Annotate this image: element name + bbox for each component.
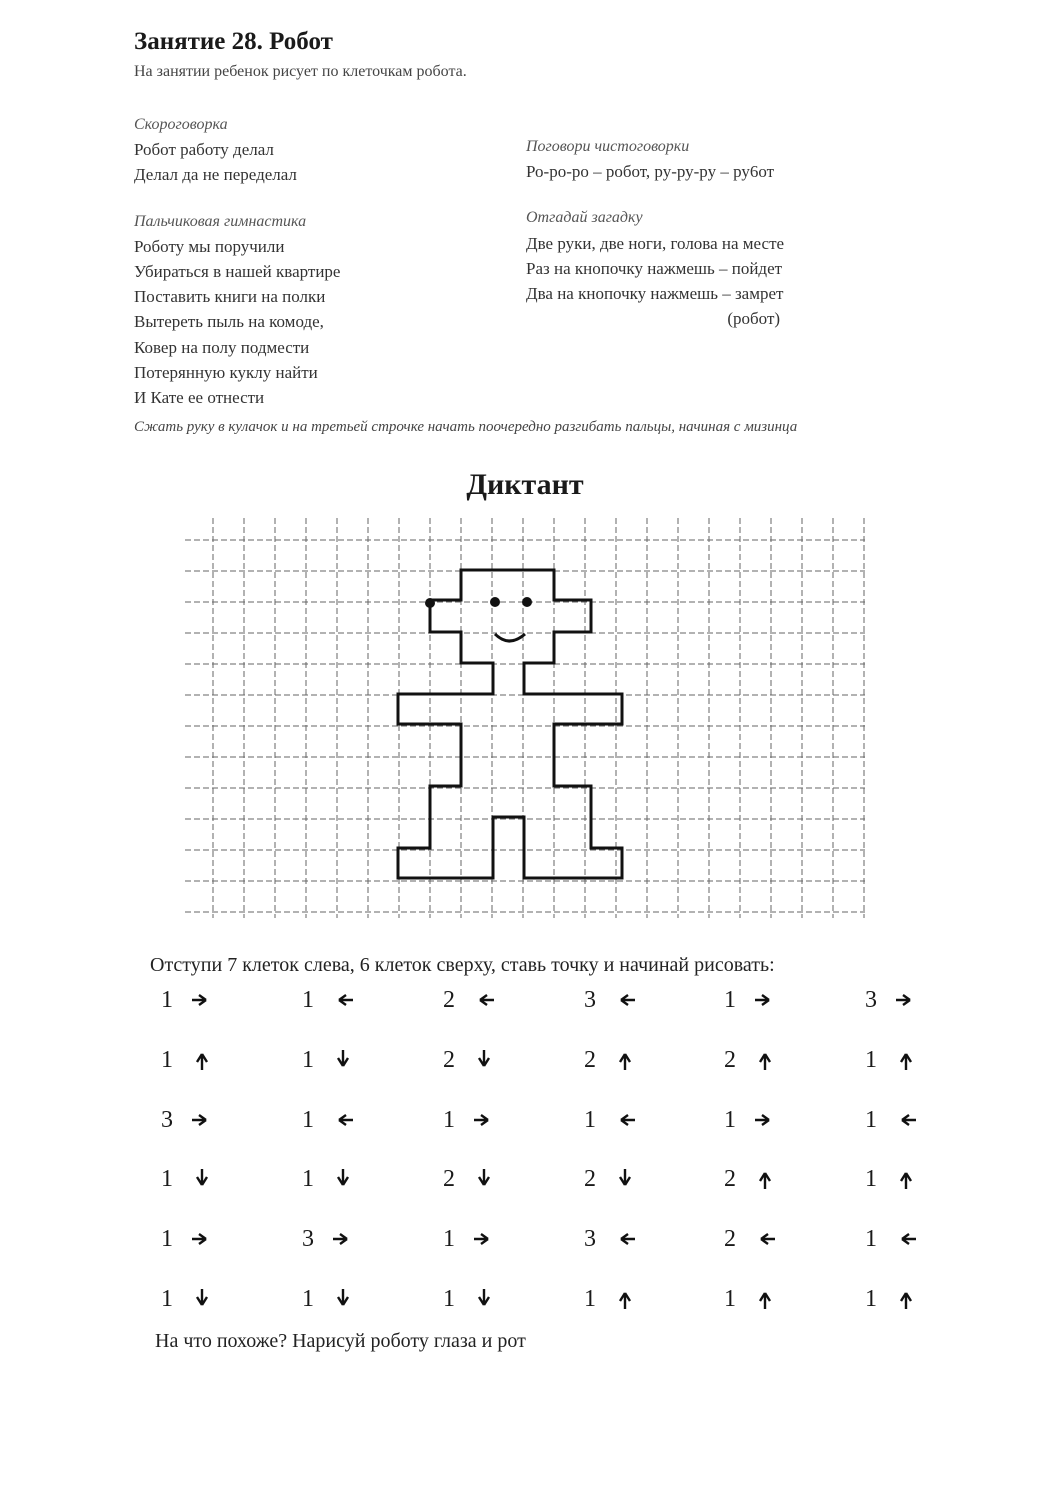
text-line: И Кате ее отнести xyxy=(134,388,265,408)
dictation-step xyxy=(858,985,918,1015)
arrow-right-icon xyxy=(472,1227,496,1251)
step-count: 1 xyxy=(865,1285,877,1312)
arrow-down-icon xyxy=(190,1287,214,1311)
step-count: 1 xyxy=(161,986,173,1013)
dictation-step xyxy=(436,1045,496,1075)
step-count: 2 xyxy=(724,1225,736,1252)
text-line: Раз на кнопочку нажмешь – пойдет xyxy=(526,258,783,278)
text-line: Потерянную куклу найти xyxy=(134,362,318,382)
arrow-right-icon xyxy=(190,988,214,1012)
question-text: На что похоже? Нарисуй роботу глаза и рот xyxy=(155,1330,526,1352)
dictation-step xyxy=(154,985,214,1015)
step-count: 2 xyxy=(443,1046,455,1073)
arrow-up-icon xyxy=(753,1048,777,1072)
step-count: 1 xyxy=(584,1285,596,1312)
dictation-step xyxy=(577,1164,637,1194)
text-line: Поставить книги на полки xyxy=(134,287,326,307)
step-count: 2 xyxy=(724,1165,736,1192)
text-line: Роботу мы поручили xyxy=(134,236,285,256)
riddle-heading: Отгадай загадку xyxy=(526,209,643,227)
arrow-down-icon xyxy=(190,1167,214,1191)
finger-exercise-heading: Пальчиковая гимнастика xyxy=(134,212,307,230)
dictation-step xyxy=(295,1284,355,1314)
arrow-right-icon xyxy=(753,1108,777,1132)
dictation-step xyxy=(858,1045,918,1075)
step-count: 1 xyxy=(865,1225,877,1252)
step-count: 1 xyxy=(443,1285,455,1312)
arrow-down-icon xyxy=(472,1287,496,1311)
dictation-step xyxy=(577,1045,637,1075)
robot-eye-right xyxy=(522,597,532,607)
step-count: 1 xyxy=(161,1165,173,1192)
step-count: 1 xyxy=(724,1285,736,1312)
dictation-step xyxy=(154,1045,214,1075)
arrow-up-icon xyxy=(613,1287,637,1311)
arrow-left-icon xyxy=(472,988,496,1012)
arrow-up-icon xyxy=(613,1048,637,1072)
step-count: 1 xyxy=(302,1046,314,1073)
dictation-step xyxy=(295,1105,355,1135)
dictation-step xyxy=(717,1105,777,1135)
dictation-step xyxy=(436,1284,496,1314)
dictation-step xyxy=(717,1224,777,1254)
step-count: 1 xyxy=(865,1165,877,1192)
dictation-step xyxy=(577,985,637,1015)
step-count: 1 xyxy=(865,1046,877,1073)
arrow-left-icon xyxy=(613,988,637,1012)
arrow-up-icon xyxy=(753,1167,777,1191)
step-count: 2 xyxy=(584,1165,596,1192)
arrow-left-icon xyxy=(331,1108,355,1132)
dictation-step xyxy=(295,1164,355,1194)
dictation-step xyxy=(577,1105,637,1135)
step-count: 1 xyxy=(161,1225,173,1252)
dictation-step xyxy=(295,1224,355,1254)
step-count: 3 xyxy=(865,986,877,1013)
left-column xyxy=(134,112,340,410)
step-count: 2 xyxy=(443,1165,455,1192)
arrow-right-icon xyxy=(753,988,777,1012)
step-count: 1 xyxy=(724,1106,736,1133)
arrow-down-icon xyxy=(472,1048,496,1072)
arrow-left-icon xyxy=(331,988,355,1012)
step-count: 3 xyxy=(584,1225,596,1252)
dictation-step xyxy=(858,1224,918,1254)
dictation-step xyxy=(577,1224,637,1254)
dictation-step xyxy=(858,1105,918,1135)
dictation-step xyxy=(154,1224,214,1254)
text-line: Убираться в нашей квартире xyxy=(134,262,341,282)
text-line: Два на кнопочку нажмешь – замрет xyxy=(526,284,784,304)
robot-eye-left xyxy=(490,597,500,607)
step-count: 1 xyxy=(584,1106,596,1133)
step-count: 1 xyxy=(443,1225,455,1252)
arrow-left-icon xyxy=(894,1227,918,1251)
dictation-step xyxy=(858,1284,918,1314)
dictation-step xyxy=(717,985,777,1015)
arrow-up-icon xyxy=(894,1048,918,1072)
text-line: Ро-ро-ро – робот, ру-ру-ру – ру6от xyxy=(526,162,775,182)
dictation-step xyxy=(436,1224,496,1254)
arrow-right-icon xyxy=(190,1227,214,1251)
step-count: 1 xyxy=(161,1046,173,1073)
dictation-step xyxy=(717,1284,777,1314)
dictation-step xyxy=(295,1045,355,1075)
pure-phrases-heading: Поговори чистоговорки xyxy=(526,138,690,155)
arrow-down-icon xyxy=(613,1167,637,1191)
dictation-step xyxy=(436,1164,496,1194)
step-count: 1 xyxy=(302,1165,314,1192)
arrow-down-icon xyxy=(331,1048,355,1072)
step-count: 1 xyxy=(724,986,736,1013)
dictation-step xyxy=(436,1105,496,1135)
step-count: 2 xyxy=(724,1046,736,1073)
arrow-left-icon xyxy=(613,1108,637,1132)
dictation-step xyxy=(295,985,355,1015)
arrow-up-icon xyxy=(190,1048,214,1072)
dictation-step xyxy=(154,1164,214,1194)
arrow-left-icon xyxy=(753,1227,777,1251)
exercise-note: Сжать руку в кулачок и на третьей строчке начать поочередно разгибать пальцы, начиная с мизинца xyxy=(134,419,798,435)
step-count: 1 xyxy=(302,986,314,1013)
dictation-step xyxy=(858,1164,918,1194)
arrow-up-icon xyxy=(894,1287,918,1311)
step-count: 2 xyxy=(584,1046,596,1073)
dictation-step xyxy=(436,985,496,1015)
page-subtitle: На занятии ребенок рисует по клеточкам робота. xyxy=(134,63,467,80)
step-count: 1 xyxy=(443,1106,455,1133)
step-count: 1 xyxy=(865,1106,877,1133)
riddle-answer: (робот) xyxy=(727,309,781,329)
dictation-step xyxy=(717,1164,777,1194)
step-count: 3 xyxy=(302,1225,314,1252)
arrow-down-icon xyxy=(472,1167,496,1191)
dictation-step xyxy=(154,1284,214,1314)
graph-grid xyxy=(185,518,865,918)
page-title: Занятие 28. Робот xyxy=(134,28,333,55)
text-line: Робот работу делал xyxy=(134,140,274,160)
arrow-right-icon xyxy=(331,1227,355,1251)
arrow-right-icon xyxy=(894,988,918,1012)
step-count: 1 xyxy=(161,1285,173,1312)
step-count: 3 xyxy=(584,986,596,1013)
arrow-right-icon xyxy=(472,1108,496,1132)
step-count: 3 xyxy=(161,1106,173,1133)
step-count: 1 xyxy=(302,1285,314,1312)
arrow-down-icon xyxy=(331,1167,355,1191)
arrow-up-icon xyxy=(894,1167,918,1191)
robot-outline xyxy=(398,570,622,878)
start-point xyxy=(425,598,435,608)
arrow-right-icon xyxy=(190,1108,214,1132)
right-column xyxy=(526,134,784,331)
text-line: Делал да не переделал xyxy=(134,165,297,185)
step-count: 1 xyxy=(302,1106,314,1133)
dictation-step xyxy=(154,1105,214,1135)
step-count: 2 xyxy=(443,986,455,1013)
arrow-up-icon xyxy=(753,1287,777,1311)
dictation-step xyxy=(577,1284,637,1314)
dictation-title: Диктант xyxy=(466,468,584,501)
arrow-left-icon xyxy=(894,1108,918,1132)
tongue-twister-heading: Скороговорка xyxy=(134,116,228,133)
arrow-left-icon xyxy=(613,1227,637,1251)
text-line: Ковер на полу подмести xyxy=(134,337,310,357)
text-line: Две руки, две ноги, голова на месте xyxy=(526,233,785,253)
text-line: Вытереть пыль на комоде, xyxy=(134,312,324,332)
robot-mouth xyxy=(495,634,525,641)
arrow-down-icon xyxy=(331,1287,355,1311)
dictation-instruction: Отступи 7 клеток слева, 6 клеток сверху, ставь точку и начинай рисовать: xyxy=(150,954,775,976)
dictation-step xyxy=(717,1045,777,1075)
